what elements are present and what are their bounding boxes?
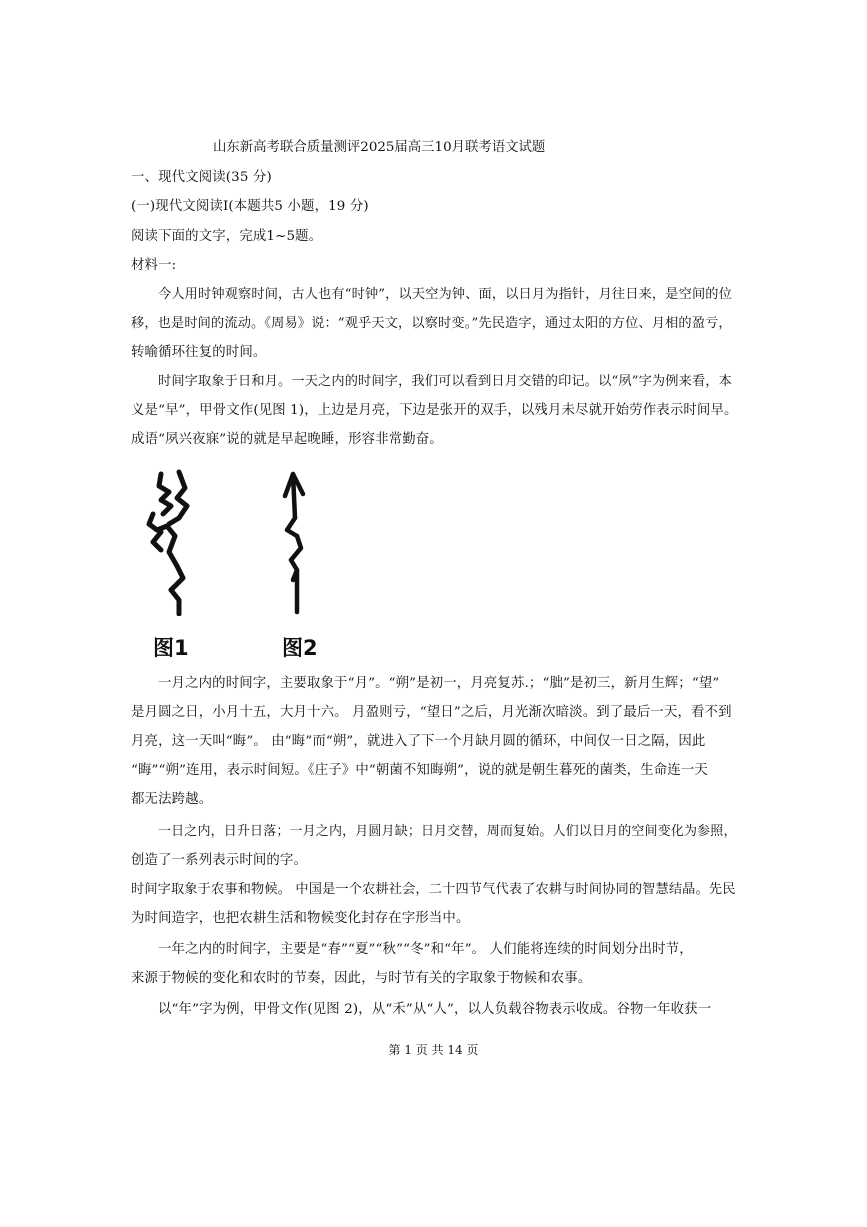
page-footer: 第 1 页 共 14 页: [388, 1043, 479, 1057]
text-line: 都无法跨越。: [131, 792, 213, 807]
figure-1-label: 图1: [153, 636, 189, 660]
text-line: “晦”“朔”连用，表示时间短。《庄子》中“朝菌不知晦朔”，说的就是朝生暮死的菌类，生命连一天: [131, 763, 708, 778]
subsection-heading: (一)现代文阅读Ⅰ(本题共5 小题，19 分): [131, 199, 369, 214]
text-line: 一月之内的时间字，主要取象于“月”。“朔”是初一，月亮复苏.；“朏”是初三，新月生辉；“望”: [158, 676, 720, 691]
figure-area: [131, 458, 391, 668]
text-line: 以“年”字为例，甲骨文作(见图 2)，从“禾”从“人”，以人负载谷物表示收成。谷物一年收获一: [158, 1002, 712, 1017]
text-line: 义是“早”，甲骨文作(见图 1)，上边是月亮，下边是张开的双手，以残月未尽就开始劳作表示时间早。: [131, 403, 738, 418]
text-line: 为时间造字，也把农耕生活和物候变化封存在字形当中。: [131, 911, 470, 926]
text-line: 来源于物候的变化和农时的节奏，因此，与时节有关的字取象于物候和农事。: [131, 971, 592, 986]
text-line: 转喻循环往复的时间。: [131, 345, 267, 360]
text-line: 是月圆之日，小月十五，大月十六。 月盈则亏，“望日”之后，月光渐次暗淡。到了最后一天，看不到: [131, 705, 732, 720]
material-label: 材料一:: [131, 258, 177, 273]
text-line: 移，也是时间的流动。《周易》说：“观乎天文，以察时变。”先民造字，通过太阳的方位、月相的盈亏，: [131, 316, 732, 331]
text-line: 时间字取象于农事和物候。 中国是一个农耕社会，二十四节气代表了农耕与时间协同的智慧结晶。先民: [131, 882, 736, 897]
figure-2-label: 图2: [282, 636, 318, 660]
text-line: 时间字取象于日和月。一天之内的时间字，我们可以看到日月交错的印记。以“夙”字为例来看，本: [158, 374, 732, 389]
text-line: 创造了一系列表示时间的字。: [131, 853, 308, 868]
text-line: 一年之内的时间字，主要是“春”“夏”“秋”“冬”和“年”。 人们能将连续的时间划分出时节，: [158, 942, 693, 957]
oracle-bone-nian-glyph: [277, 464, 317, 616]
text-line: 一日之内，日升日落；一月之内，月圆月缺；日月交替，周而复始。人们以日月的空间变化为参照，: [158, 824, 737, 839]
section-heading: 一、现代文阅读(35 分): [131, 170, 272, 185]
text-line: 成语“夙兴夜寐”说的就是早起晚睡，形容非常勤奋。: [131, 432, 443, 447]
instruction-text: 阅读下面的文字，完成1~5题。: [131, 229, 323, 244]
page-title: 山东新高考联合质量测评2025届高三10月联考语文试题: [213, 140, 546, 155]
oracle-bone-su-glyph: [139, 466, 199, 616]
text-line: 月亮，这一天叫“晦”。 由“晦”而“朔”，就进入了下一个月缺月圆的循环，中间仅一日之隔，因此: [131, 734, 706, 749]
text-line: 今人用时钟观察时间，古人也有“时钟”，以天空为钟、面，以日月为指针，月往日来，是空间的位: [158, 287, 732, 302]
